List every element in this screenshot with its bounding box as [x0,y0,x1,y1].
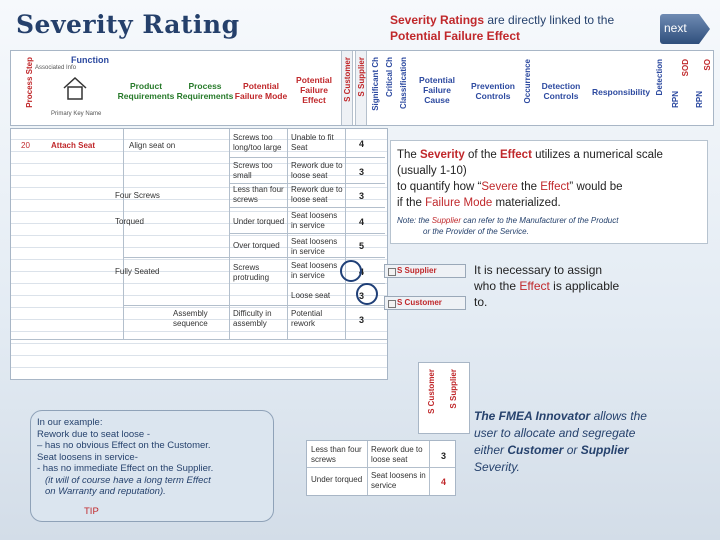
innovator-text-part: Severity. [474,460,520,474]
header-failure-mode: Potential Failure Mode [234,81,288,101]
step-number: 20 [21,141,30,150]
effect-5: Seat loosens in service [291,237,338,256]
mode-8: Difficulty in assembly [233,309,272,328]
header-prevention: Prevention Controls [471,81,515,101]
header-occurrence: Occurrence [523,59,532,104]
mini-mode-2: Under torqued [311,475,363,484]
note-text: or the Provider of the Service. [423,227,529,236]
header-failure-cause: Potential Failure Cause [419,75,455,105]
header-function: Function [71,55,109,65]
innovator-name: The FMEA Innovator [474,409,591,423]
highlight-circle [356,283,378,305]
mode-3: Less than four screws [233,185,284,204]
mode-5: Over torqued [233,241,280,250]
header-rpn2: RPN [695,91,704,108]
effect-word: Effect [540,181,570,193]
mini-header [418,362,470,434]
tip-line: on Warranty and reputation). [45,486,166,497]
mode-4: Under torqued [233,217,285,226]
sev-8: 3 [359,315,365,325]
failure-mode-word: Failure Mode [425,197,493,209]
header-product-req: Product Requirements [117,81,175,101]
mode-1: Screws too long/too large [233,133,282,152]
icon-caption-bottom: Primary Key Name [51,111,102,117]
supplier-word: Supplier [580,443,629,457]
requirement-2: Torqued [115,217,144,226]
explain-text: utilizes a numerical scale (usually 1-10) [397,149,663,177]
header-failure-effect: Potential Failure Effect [296,75,332,105]
header-process-step: Process Step [25,57,34,108]
function-name: Align seat on [129,141,176,150]
note-text: Note: the [397,216,432,225]
effect-3: Rework due to loose seat [291,185,343,204]
explanation-text [397,147,701,211]
severity-explanation [390,140,708,244]
header-responsibility: Responsibility [591,87,651,97]
innovator-text-part: allows the user to allocate and segregate either [474,409,647,457]
home-icon [61,75,89,101]
effect-word: Effect [519,279,550,293]
explain-text: materialized. [492,197,561,209]
effect-1: Unable to fit Seat [291,133,334,152]
mode-6: Screws protruding [233,263,270,282]
effect-word: Effect [499,149,532,161]
severe-word: Severe [481,181,518,193]
tip-line: – has no obvious Effect on the Customer. [37,440,211,451]
intro-text [390,12,620,44]
process-name: Attach Seat [51,141,96,150]
mini-sev-1: 3 [441,451,447,461]
severity-word: Severity [420,149,465,161]
requirement-4: Assembly sequence [173,309,208,328]
next-button[interactable] [660,14,710,44]
explain-text: the [517,181,541,193]
fmea-header [10,50,714,126]
s-supplier-checkbox[interactable]: S Supplier [384,264,466,278]
header-sod: SOD [681,59,690,77]
header-s-customer: S Customer [343,57,352,102]
explain-text: The [397,149,421,161]
effect-2: Rework due to loose seat [291,161,343,180]
explain-text: if the [397,197,426,209]
innovator-text [474,408,654,476]
tip-line: In our example: [37,417,103,428]
mode-2: Screws too small [233,161,273,180]
note-text: can refer to the Manufacturer of the Product [461,216,619,225]
fmea-grid [10,128,388,380]
mini-mode-1: Less than four screws [311,445,362,464]
icon-caption-top: Associated Info [35,65,77,71]
requirement-3: Fully Seated [115,267,160,276]
header-significant-ch: Significant Ch [371,57,380,111]
requirement-1: Four Screws [115,191,160,200]
explain-text: of the [464,149,500,161]
mini-s-supplier: S Supplier [449,369,458,409]
header-critical-ch: Critical Ch [385,57,394,98]
mini-s-customer: S Customer [427,369,436,414]
effect-8: Potential rework [291,309,323,328]
header-detection: Detection [655,59,664,96]
supplier-word: Supplier [431,216,462,225]
effect-4: Seat loosens in service [291,211,338,230]
effect-7: Loose seat [291,291,331,300]
intro-rest: are directly linked to the [484,13,615,27]
sev-1: 4 [359,139,365,149]
severity-ratings-label: Severity Ratings [390,13,485,27]
mini-effect-2: Seat loosens in service [371,471,426,490]
header-s-supplier: S Supplier [357,57,366,97]
next-label: next [664,21,687,35]
mini-table [306,440,456,496]
sev-7: 3 [359,291,365,301]
sev-2: 3 [359,167,365,177]
s-customer-checkbox[interactable]: S Customer [384,296,466,310]
sev-6: 4 [359,267,365,277]
explain-text: ” would be [569,181,623,193]
potential-failure-effect-label: Potential Failure Effect [390,29,521,43]
innovator-text-part: or [563,443,581,457]
assign-text [474,262,624,310]
header-process-req: Process Requirements [176,81,234,101]
tip-line: (it will of course have a long term Effect [45,474,211,486]
explain-text: to quantify how “ [397,181,482,193]
effect-6: Seat loosens in service [291,261,338,280]
mini-sev-2: 4 [441,477,447,487]
slide-title: Severity Rating [16,10,240,39]
header-rpn: RPN [671,91,680,108]
sev-4: 4 [359,217,365,227]
highlight-circle [340,260,365,282]
assign-text-part: is applicable to. [474,279,620,309]
tip-line: Seat loosens in service- [37,451,138,463]
supplier-note [397,215,701,237]
sev-5: 5 [359,241,365,251]
header-so: SO [703,59,712,71]
tip-line: - has no immediate Effect on the Supplier. [37,463,214,474]
tip-callout [30,410,274,522]
mini-effect-1: Rework due to loose seat [371,445,423,464]
customer-word: Customer [507,443,564,457]
header-classification: Classification [399,57,408,110]
tip-line: Rework due to seat loose - [37,428,151,440]
assign-text-part: It is necessary to assign who the [474,263,603,293]
tip-label: TIP [84,506,99,517]
sev-3: 3 [359,191,365,201]
header-detection-controls: Detection Controls [541,81,581,101]
